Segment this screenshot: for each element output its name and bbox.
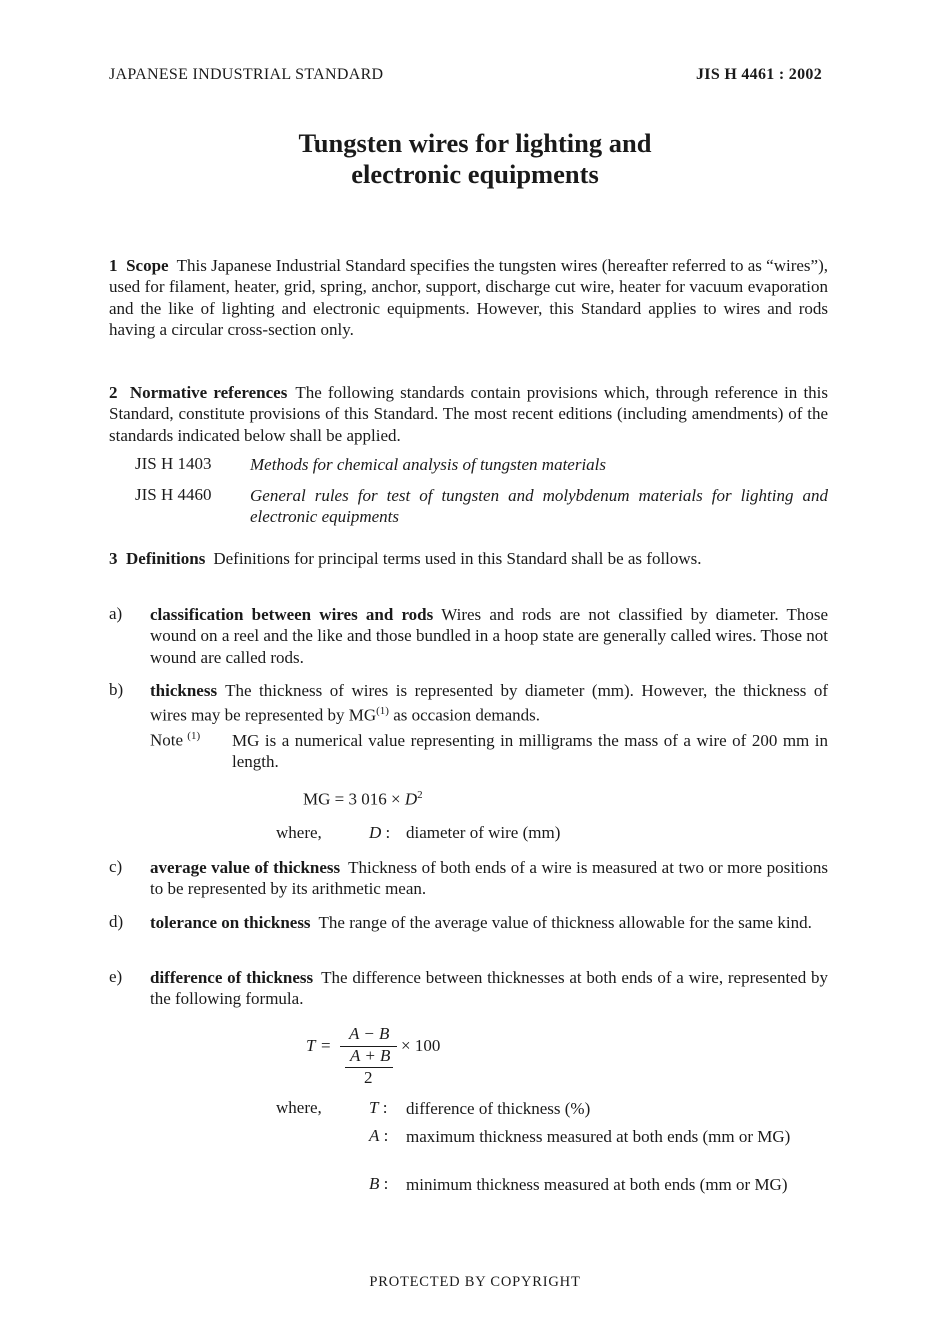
formula-left: MG = 3 016 ×: [303, 789, 405, 809]
definition-text: The range of the average value of thickness allowable for the same kind.: [318, 913, 812, 932]
section-text: The following standards contain provisions which, through reference in this Standard, constitute provisions of this Standard. The most recent editions (including amendments) of the standards indicated below shall be applied.: [109, 383, 829, 445]
definition-text: Wires and rods are not classified by diameter. Those wound on a reel and the like and those bundled in a hoop state are generally called wires. Those not wound are called rods.: [150, 605, 828, 667]
list-marker: b): [109, 680, 124, 699]
definition-term: difference of thickness: [150, 968, 314, 987]
where-var: A: [369, 1126, 380, 1145]
where-colon: :: [381, 823, 391, 842]
section-title: Definitions: [126, 549, 206, 568]
standard-org-label: JAPANESE INDUSTRIAL STANDARD: [109, 66, 384, 83]
title-line-1: Tungsten wires for lighting and: [298, 128, 652, 158]
formula-numerator: A − B: [349, 1024, 390, 1043]
list-marker: e): [109, 967, 123, 986]
definition-term: classification between wires and rods: [150, 605, 434, 624]
reference-code: JIS H 1403: [135, 454, 212, 473]
definition-text: Thickness of both ends of a wire is measured at two or more positions to be represented by its arithmetic mean.: [150, 858, 829, 899]
note-label-text: Note: [150, 730, 184, 750]
definition-text: The thickness of wires is represented by diameter (mm). However, the thickness of wires may be represented by MG: [150, 681, 828, 726]
note-footnote-number: (1): [187, 730, 201, 742]
note-text: MG is a numerical value representing in milligrams the mass of a wire of 200 mm in length.: [232, 731, 828, 772]
definition-item: [150, 912, 828, 933]
where-definition: minimum thickness measured at both ends (mm or MG): [406, 1175, 788, 1194]
reference-title: Methods for chemical analysis of tungsten materials: [250, 455, 607, 474]
where-variable: T :: [369, 1098, 388, 1117]
where-var: T: [369, 1098, 379, 1117]
where-variable: [369, 823, 390, 843]
where-var: D: [369, 823, 382, 842]
section-text: Definitions for principal terms used in this Standard shall be as follows.: [213, 549, 702, 568]
where-var: B: [369, 1174, 380, 1193]
section-normative-references: [109, 382, 828, 446]
list-marker: d): [109, 912, 124, 931]
section-number: 2: [109, 383, 118, 402]
reference-code: JIS H 4460: [135, 485, 212, 504]
definition-item: [150, 857, 828, 900]
formula-exponent: 2: [417, 789, 423, 801]
title-line-2: electronic equipments: [351, 159, 599, 189]
standard-number: JIS H 4461 : 2002: [696, 66, 822, 83]
section-number: 1: [109, 256, 118, 275]
where-variable: B :: [369, 1174, 389, 1193]
definition-term: thickness: [150, 681, 218, 700]
note-label: [150, 730, 200, 751]
formula-variable: D: [404, 789, 418, 809]
list-marker: c): [109, 857, 123, 876]
section-scope: [109, 255, 828, 341]
copyright-footer: PROTECTED BY COPYRIGHT: [369, 1274, 581, 1290]
definition-term: average value of thickness: [150, 858, 341, 877]
definition-text: The difference between thicknesses at both ends of a wire, represented by the following formula.: [150, 968, 828, 1009]
where-label: where,: [276, 823, 322, 842]
list-marker: a): [109, 604, 123, 623]
section-title: Scope: [126, 256, 169, 275]
section-title: Normative references: [129, 383, 288, 402]
definition-item: [150, 967, 828, 1010]
mg-formula: [303, 789, 423, 810]
reference-title: General rules for test of tungsten and molybdenum materials for lighting and electronic equipments: [250, 486, 828, 527]
definition-item: [150, 680, 828, 726]
formula-denominator-inner: A + B: [350, 1046, 391, 1065]
where-definition: maximum thickness measured at both ends (mm or MG): [406, 1127, 791, 1146]
formula-multiplier: × 100: [401, 1036, 441, 1055]
section-text: This Japanese Industrial Standard specifies the tungsten wires (hereafter referred to as “wires”), used for filament, heater, grid, spring, anchor, support, discharge cut wire, heater for vacuum evaporation and the like of lighting and electronic equipments. However, this Standard applies to wires and rods having a circular cross-section only.: [109, 256, 829, 340]
formula-lhs: [306, 1036, 315, 1056]
where-variable: A :: [369, 1126, 389, 1145]
footnote-ref: (1): [376, 705, 389, 718]
definition-item: [150, 604, 828, 668]
definition-term: tolerance on thickness: [150, 913, 311, 932]
formula-equals: =: [321, 1036, 331, 1055]
formula-denominator-outer: 2: [364, 1068, 373, 1087]
definition-text-end: as occasion demands.: [388, 706, 541, 726]
formula-lhs-var: T: [306, 1036, 316, 1055]
where-label: where,: [276, 1098, 322, 1117]
where-definition: diameter of wire (mm): [406, 823, 561, 842]
section-number: 3: [109, 549, 118, 568]
section-definitions: [109, 548, 828, 569]
document-title: [0, 128, 950, 190]
where-definition: difference of thickness (%): [406, 1099, 591, 1118]
